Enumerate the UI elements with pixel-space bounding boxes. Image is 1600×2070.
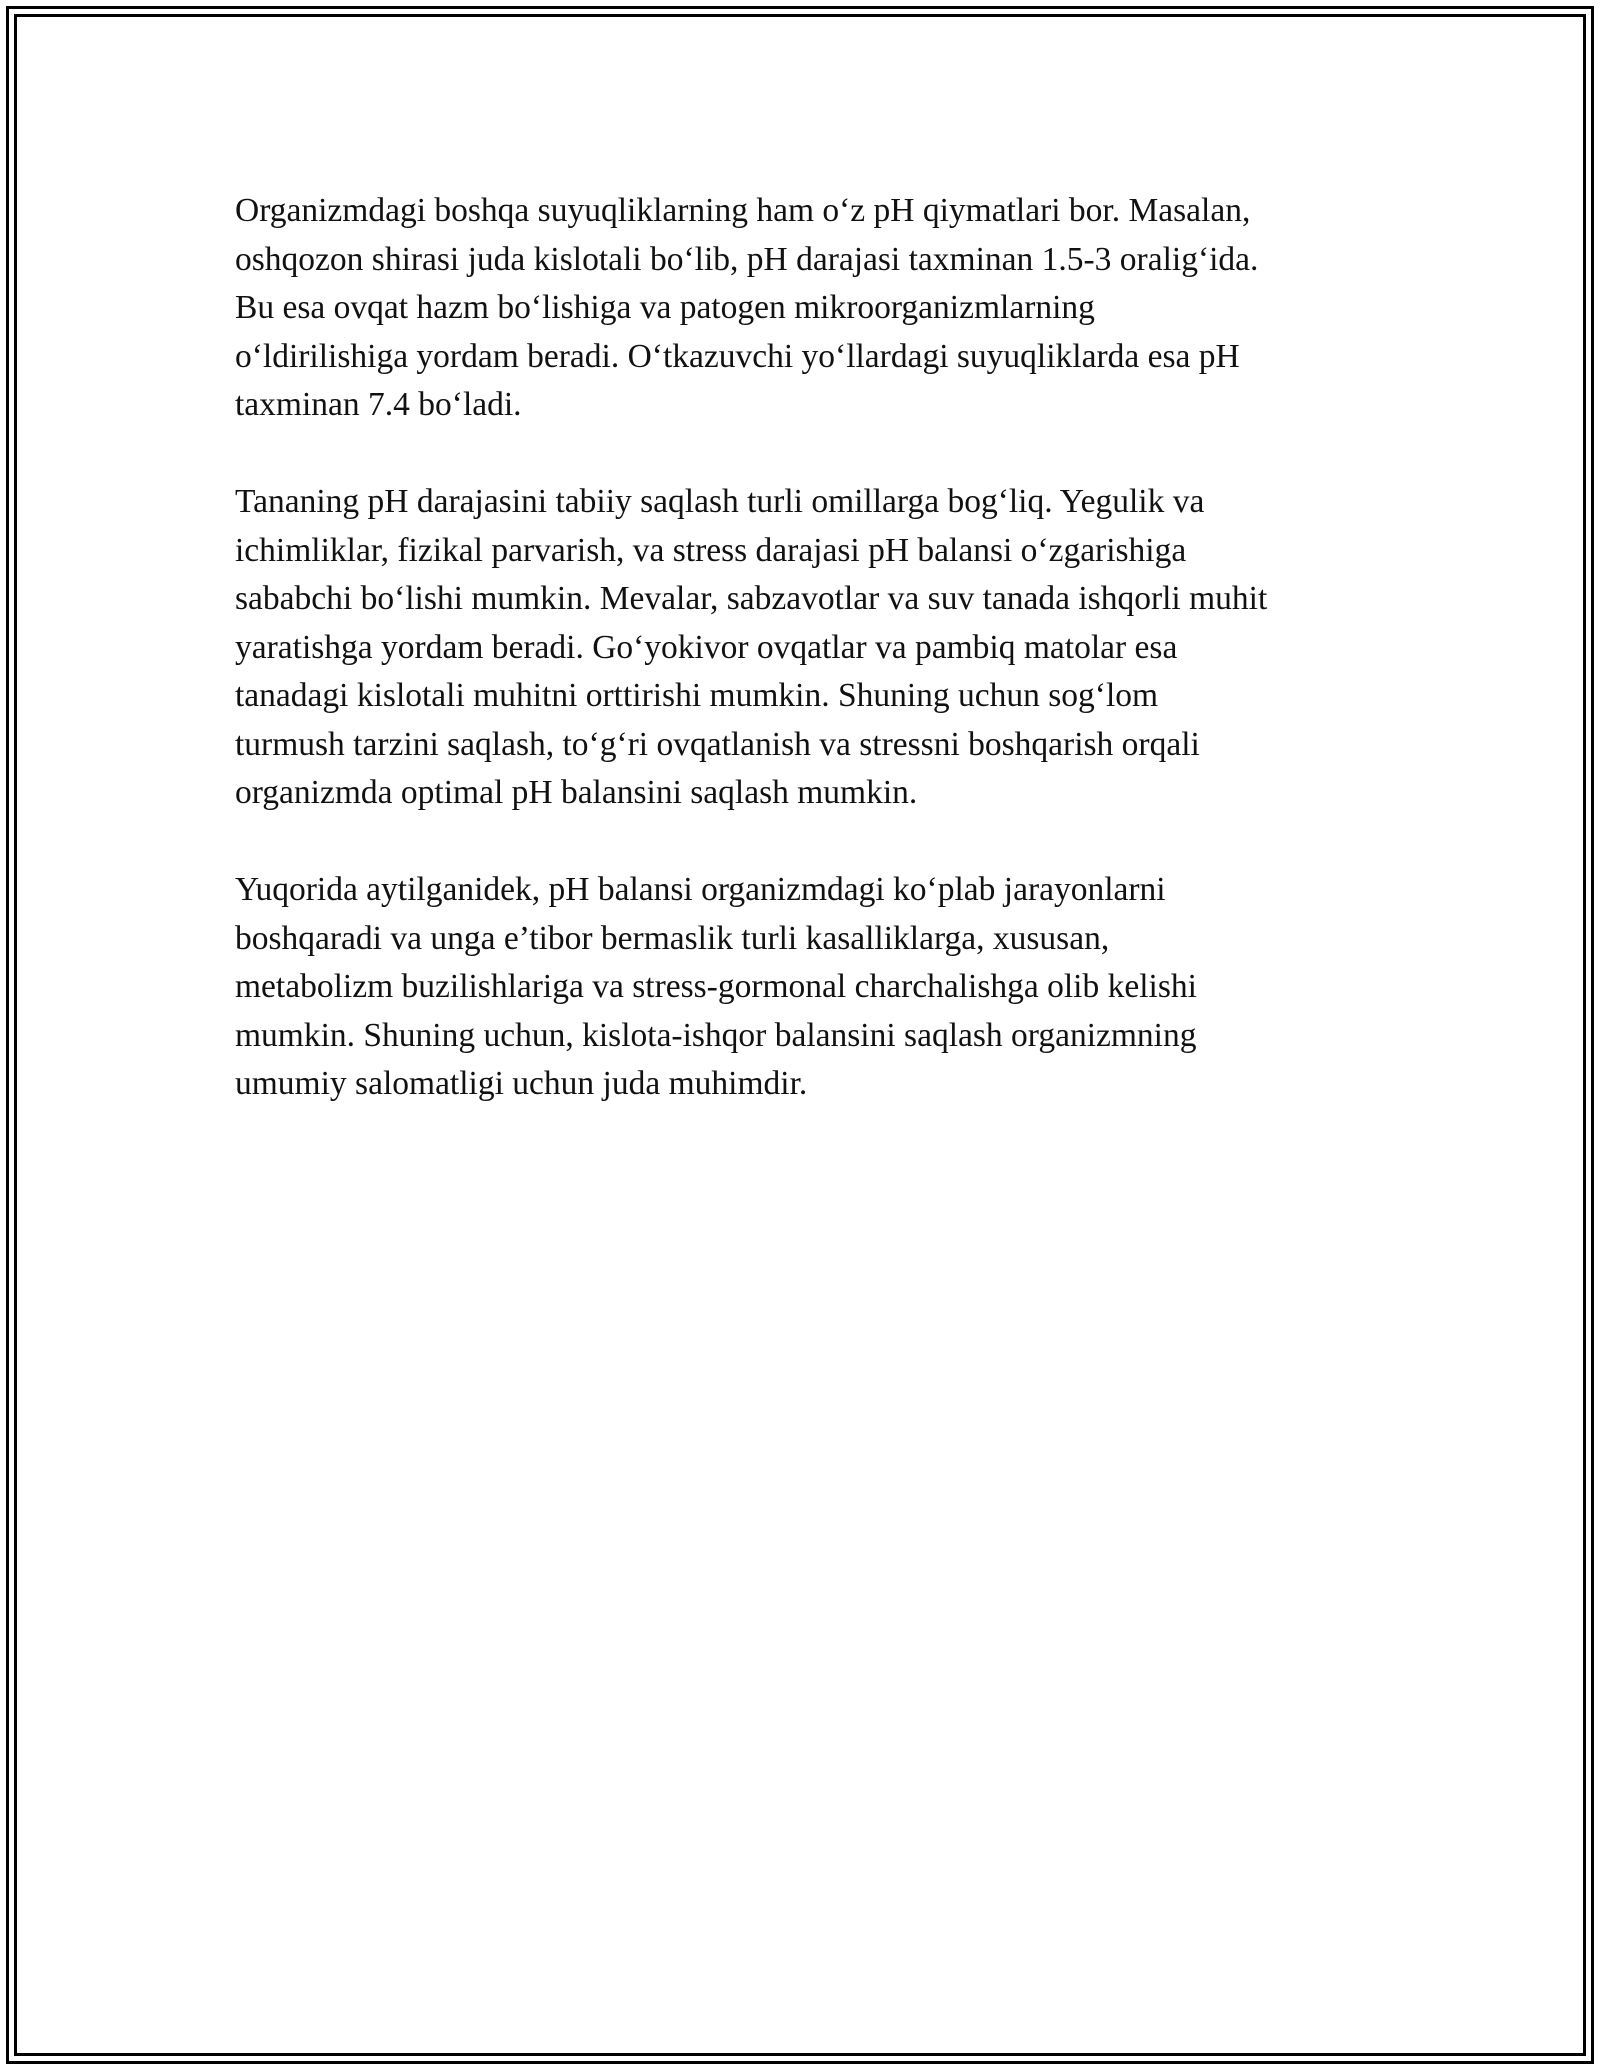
paragraph-1: Organizmdagi boshqa suyuqliklarning ham o‘z pH qiymatlari bor. Masalan, oshqozon shirasi juda kislotali bo‘lib, pH darajasi taxminan 1.5-3 oralig‘ida. Bu esa ovqat hazm bo‘lishiga va patogen mikroorganizmlarning o‘ldirilishiga yordam beradi. O‘tkazuvchi yo‘llardagi suyuqliklarda esa pH taxminan 7.4 bo‘ladi.: [235, 192, 1259, 423]
document-body: [235, 187, 1395, 1157]
paragraph-3: Yuqorida aytilganidek, pH balansi organizmdagi ko‘plab jarayonlarni boshqaradi va unga e’tibor bermaslik turli kasalliklarga, xususan, metabolizm buzilishlariga va stress-gormonal charchalishga olib kelishi mumkin. Shuning uchun, kislota-ishqor balansini saqlash organizmning umumiy salomatligi uchun juda muhimdir.: [235, 871, 1197, 1102]
paragraph-2: Tananing pH darajasini tabiiy saqlash turli omillarga bog‘liq. Yegulik va ichimliklar, fizikal parvarish, va stress darajasi pH balansi o‘zgarishiga sababchi bo‘lishi mumkin. Mevalar, sabzavotlar va suv tanada ishqorli muhit yaratishga yordam beradi. Go‘yokivor ovqatlar va pambiq matolar esa tanadagi kislotali muhitni orttirishi mumkin. Shuning uchun sog‘lom turmush tarzini saqlash, to‘g‘ri ovqatlanish va stressni boshqarish orqali organizmda optimal pH balansini saqlash mumkin.: [235, 483, 1268, 811]
